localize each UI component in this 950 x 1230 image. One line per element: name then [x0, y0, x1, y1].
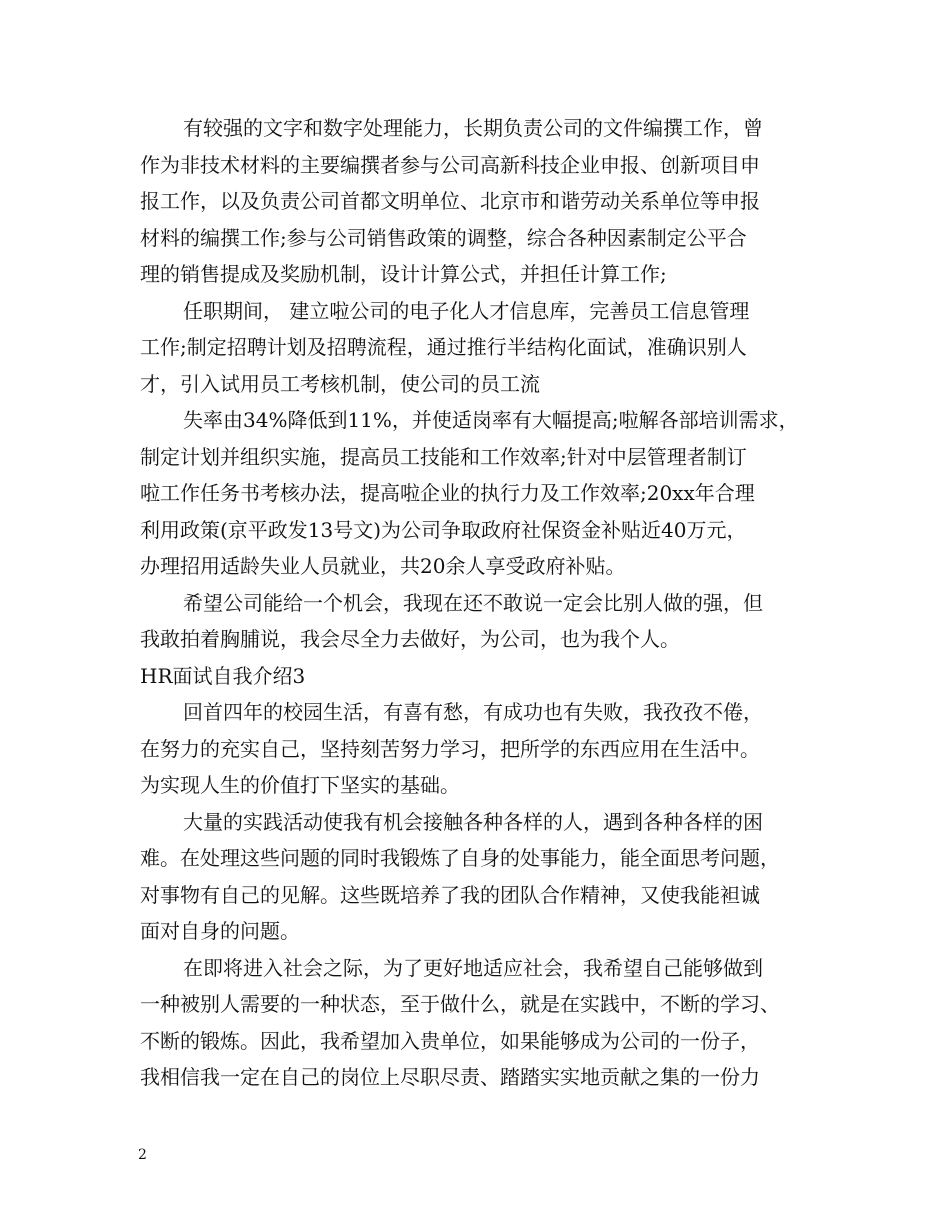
text-line: 难。在处理这些问题的同时我锻炼了自身的处事能力，能全面思考问题，: [140, 846, 780, 870]
document-body: [140, 110, 820, 1096]
text-line: 理的销售提成及奖励机制，设计计算公式，并担任计算工作;: [140, 262, 667, 286]
text-line: 我相信我一定在自己的岗位上尽职尽责、踏踏实实地贡献之集的一份力: [140, 1065, 760, 1089]
text-line: 大量的实践活动使我有机会接触各种各样的人，遇到各种各样的困: [183, 809, 763, 834]
page-number: 2: [138, 1147, 147, 1163]
text-line: 任职期间， 建立啦公司的电子化人才信息库，完善员工信息管理: [183, 298, 750, 323]
text-line: 希望公司能给一个机会，我现在还不敢说一定会比别人做的强，但: [183, 590, 763, 615]
text-line: 制定计划并组织实施，提高员工技能和工作效率;针对中层管理者制订: [140, 444, 747, 469]
text-line: 啦工作任务书考核办法，提高啦企业的执行力及工作效率;20xx年合理: [140, 481, 755, 505]
text-line: 不断的锻炼。因此，我希望加入贵单位，如果能够成为公司的一份子，: [140, 1028, 760, 1053]
text-line: 在努力的充实自己，坚持刻苦努力学习，把所学的东西应用在生活中。: [140, 736, 760, 761]
paragraph-writing-ability: [140, 110, 820, 293]
paragraph-tenure: [140, 293, 820, 403]
text-line: 我敢拍着胸脯说，我会尽全力去做好，为公司，也为我个人。: [140, 627, 680, 651]
text-line: 材料的编撰工作;参与公司销售政策的调整，综合各种因素制定公平合: [140, 225, 747, 250]
text-line: 回首四年的校园生活，有喜有愁，有成功也有失败，我孜孜不倦，: [183, 700, 763, 724]
paragraph-hope: [140, 585, 820, 658]
text-line: 在即将进入社会之际，为了更好地适应社会，我希望自己能够做到: [183, 955, 763, 980]
text-line: 办理招用适龄失业人员就业，共20余人享受政府补贴。: [140, 554, 626, 578]
paragraph-society: [140, 950, 820, 1096]
text-line: 一种被别人需要的一种状态，至于做什么，就是在实践中，不断的学习、: [140, 992, 780, 1016]
paragraph-turnover: [140, 402, 820, 585]
section-heading: HR面试自我介绍3: [140, 663, 306, 688]
text-line: 才，引入试用员工考核机制，使公司的员工流: [140, 371, 540, 396]
text-line: 利用政策(京平政发13号文)为公司争取政府社保资金补贴近40万元，: [140, 517, 747, 542]
text-line: 作为非技术材料的主要编撰者参与公司高新科技企业申报、创新项目申: [140, 152, 760, 177]
text-line: 对事物有自己的见解。这些既培养了我的团队合作精神，又使我能袒诚: [140, 882, 760, 907]
text-line: 报工作，以及负责公司首都文明单位、北京市和谐劳动关系单位等申报: [140, 189, 760, 213]
text-line: 有较强的文字和数字处理能力，长期负责公司的文件编撰工作，曾: [183, 116, 763, 140]
text-line: 失率由34%降低到11%，并使适岗率有大幅提高;啦解各部培训需求，: [183, 408, 799, 432]
paragraph-practice: [140, 804, 820, 950]
text-line: 为实现人生的价值打下坚实的基础。: [140, 773, 460, 797]
text-line: 工作;制定招聘计划及招聘流程，通过推行半结构化面试，准确识别人: [140, 335, 747, 359]
paragraph-campus-life: [140, 694, 820, 804]
text-line: 面对自身的问题。: [140, 919, 300, 943]
